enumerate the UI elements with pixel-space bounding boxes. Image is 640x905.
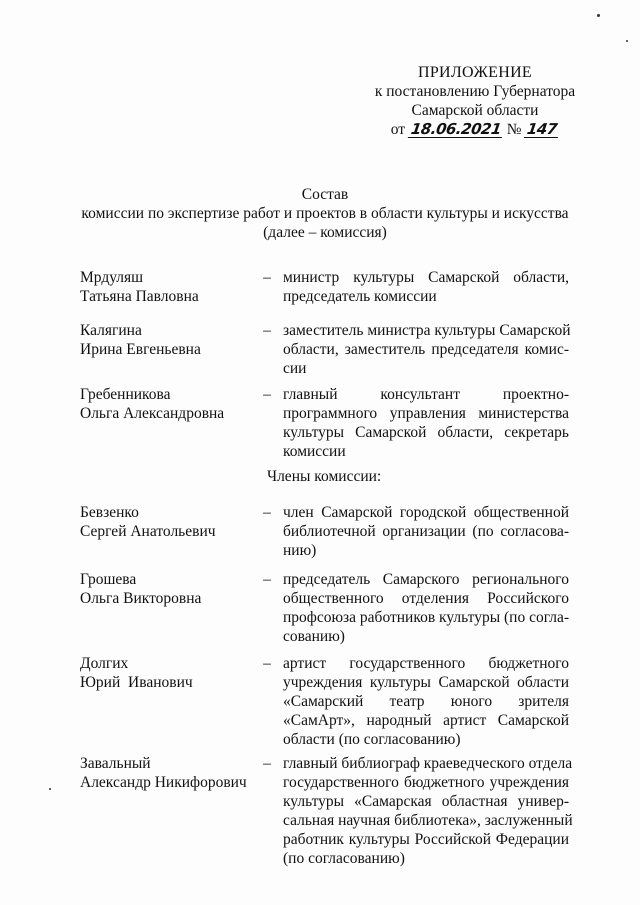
appendix-date-line <box>360 120 590 139</box>
title-line-3: (далее – комиссия) <box>263 224 387 241</box>
document-title <box>60 185 590 242</box>
separator-dash: – <box>263 755 271 772</box>
scan-speck <box>49 788 51 790</box>
separator-dash: – <box>263 269 271 286</box>
number-prefix: № <box>506 121 522 138</box>
person-role: министр культуры Самарской области, председатель комиссии <box>283 269 569 305</box>
members-heading: Члены комиссии: <box>267 468 382 485</box>
date-prefix: от <box>390 121 406 138</box>
person-role: артист государственного бюджетного учреждения культуры Самарской области «Самарский театр юного зрителя «СамАрт», народный артист Самарской области (по согласованию) <box>283 655 569 748</box>
title-line-1: Состав <box>301 186 349 203</box>
person-name: Гребенникова Ольга Александровна <box>80 386 225 422</box>
person-role: главный библиограф краеведческого отдела государственного бюджетного учреждения культуры «Самарская областная универ- сальная научная библиотека», заслуженный работник культуры Российской Федерации (по согласованию) <box>283 755 573 867</box>
appendix-line-decree: к постановлению Губернатора <box>374 83 576 100</box>
person-name: Грошева Ольга Викторовна <box>80 571 202 607</box>
separator-dash: – <box>263 386 271 403</box>
appendix-line-region: Самарской области <box>411 102 539 119</box>
person-name: Завальный Александр Никифорович <box>80 755 247 791</box>
person-name: Долгих Юрий Иванович <box>80 655 193 691</box>
appendix-title: ПРИЛОЖЕНИЕ <box>417 64 532 81</box>
title-line-2: комиссии по экспертизе работ и проектов в области культуры и искусства <box>81 205 569 222</box>
separator-dash: – <box>263 504 271 521</box>
handwritten-date: 18.06.2021 <box>409 120 503 138</box>
person-name: Бевзенко Сергей Анатольевич <box>80 504 216 540</box>
person-role: главный консультант проектно- программного управления министерства культуры Самарской области, секретарь комиссии <box>283 386 569 460</box>
appendix-header <box>360 63 590 139</box>
separator-dash: – <box>263 655 271 672</box>
separator-dash: – <box>263 322 271 339</box>
handwritten-number: 147 <box>526 120 559 138</box>
person-role: председатель Самарского регионального общественного отделения Российского профсоюза работников культуры (по согла- сованию) <box>283 571 570 645</box>
person-name: Калягина Ирина Евгеньевна <box>80 322 201 358</box>
separator-dash: – <box>263 571 271 588</box>
person-role: член Самарской городской общественной библиотечной организации (по согласова- нию) <box>283 504 569 559</box>
scan-speck <box>626 40 628 42</box>
scan-speck <box>597 14 600 17</box>
person-role: заместитель министра культуры Самарской области, заместитель председателя комис- сии <box>283 322 571 377</box>
person-name: Мрдуляш Татьяна Павловна <box>80 269 199 305</box>
